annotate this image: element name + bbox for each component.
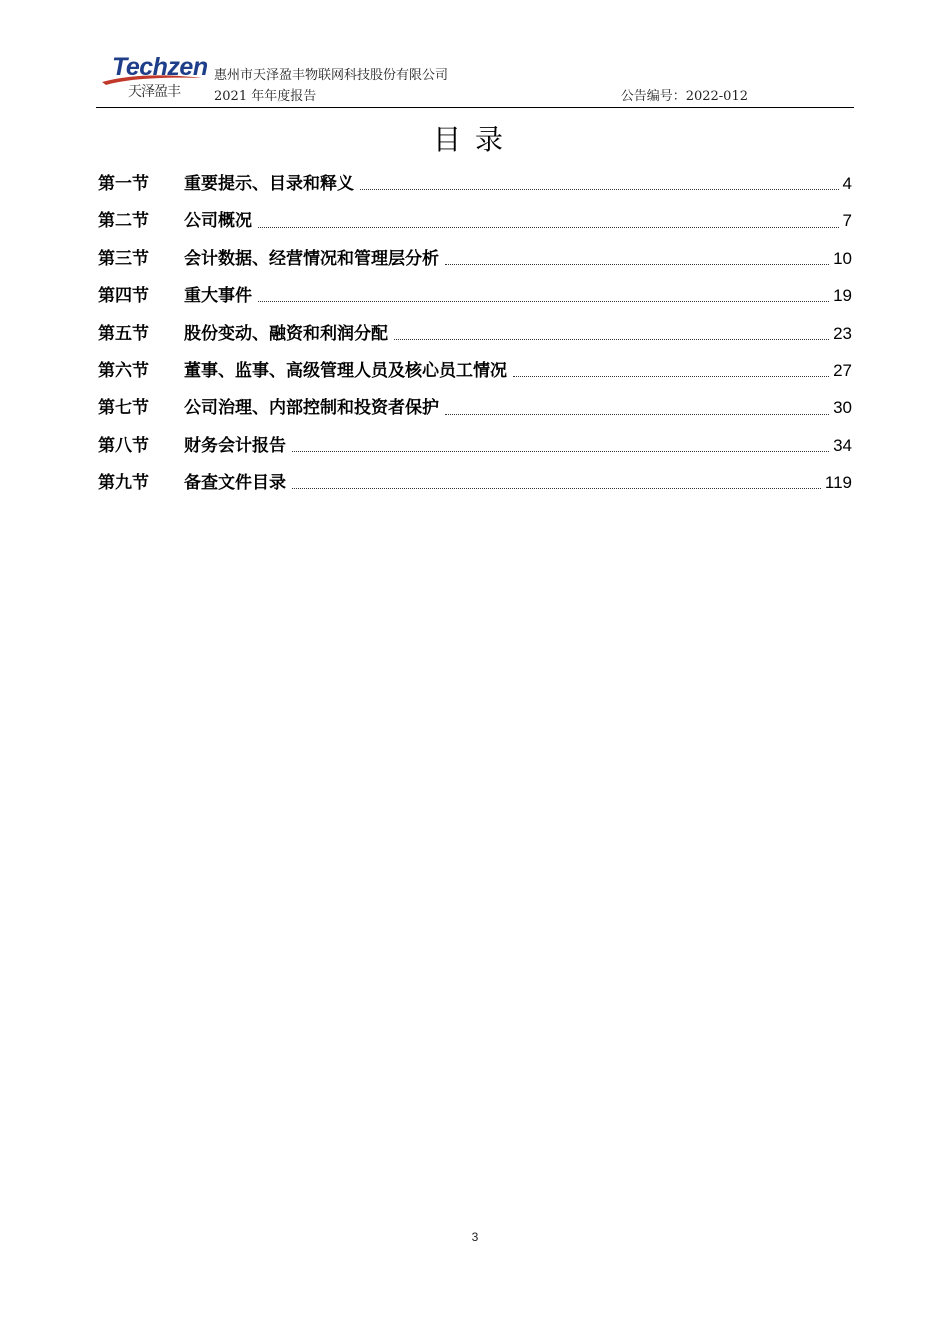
toc-section: 第五节 [98,323,149,344]
page-title: 目录 [432,123,517,156]
toc-entry[interactable] [98,389,852,426]
toc-page: 119 [824,473,852,493]
toc-section: 第九节 [98,473,149,494]
toc-entry[interactable] [98,240,852,277]
toc-leader [292,488,821,489]
toc-leader [513,376,829,377]
toc-leader [394,339,829,340]
toc-entry[interactable] [98,352,852,389]
toc-page: 34 [833,435,852,455]
toc-title: 公司治理、内部控制和投资者保护 [184,398,439,419]
announcement-number: 公告编号：2022-012 [620,89,748,104]
toc-leader [258,227,839,228]
logo-subtitle: 天泽盈丰 [128,84,180,100]
header-divider [96,107,854,108]
toc-page: 30 [833,398,852,418]
table-of-contents [98,165,852,502]
toc-section: 第七节 [98,398,149,419]
toc-page: 27 [833,360,852,380]
toc-title: 重要提示、目录和释义 [184,174,354,194]
toc-title: 股份变动、融资和利润分配 [184,323,388,344]
company-logo [100,52,208,104]
toc-title: 董事、监事、高级管理人员及核心员工情况 [184,360,507,381]
toc-section: 第四节 [98,286,149,307]
toc-page: 23 [833,323,852,343]
toc-page: 10 [833,248,852,268]
toc-title: 公司概况 [184,211,252,232]
toc-entry[interactable] [98,315,852,352]
toc-title: 备查文件目录 [184,473,286,494]
toc-section: 第三节 [98,248,149,269]
page-number: 3 [471,1230,479,1244]
toc-title: 重大事件 [184,286,252,307]
toc-section: 第二节 [98,211,149,232]
toc-entry[interactable] [98,277,852,314]
page-header [96,50,854,108]
toc-leader [292,451,829,452]
logo-wordmark: Techzen [112,53,208,81]
toc-entry[interactable] [98,427,852,464]
company-name: 惠州市天泽盈丰物联网科技股份有限公司 [214,68,449,83]
toc-entry[interactable] [98,202,852,239]
toc-entry[interactable] [98,464,852,501]
toc-entry[interactable] [98,165,852,202]
toc-section: 第六节 [98,360,149,381]
toc-page: 19 [833,286,852,306]
toc-leader [445,264,829,265]
toc-page: 7 [842,211,852,231]
toc-leader [360,189,839,190]
toc-page: 4 [842,174,852,193]
toc-leader [445,414,829,415]
toc-section: 第一节 [98,174,149,194]
toc-leader [258,301,829,302]
toc-section: 第八节 [98,435,149,456]
report-title: 2021 年年度报告 [214,89,317,104]
toc-title: 会计数据、经营情况和管理层分析 [184,248,439,269]
toc-title: 财务会计报告 [184,435,286,456]
